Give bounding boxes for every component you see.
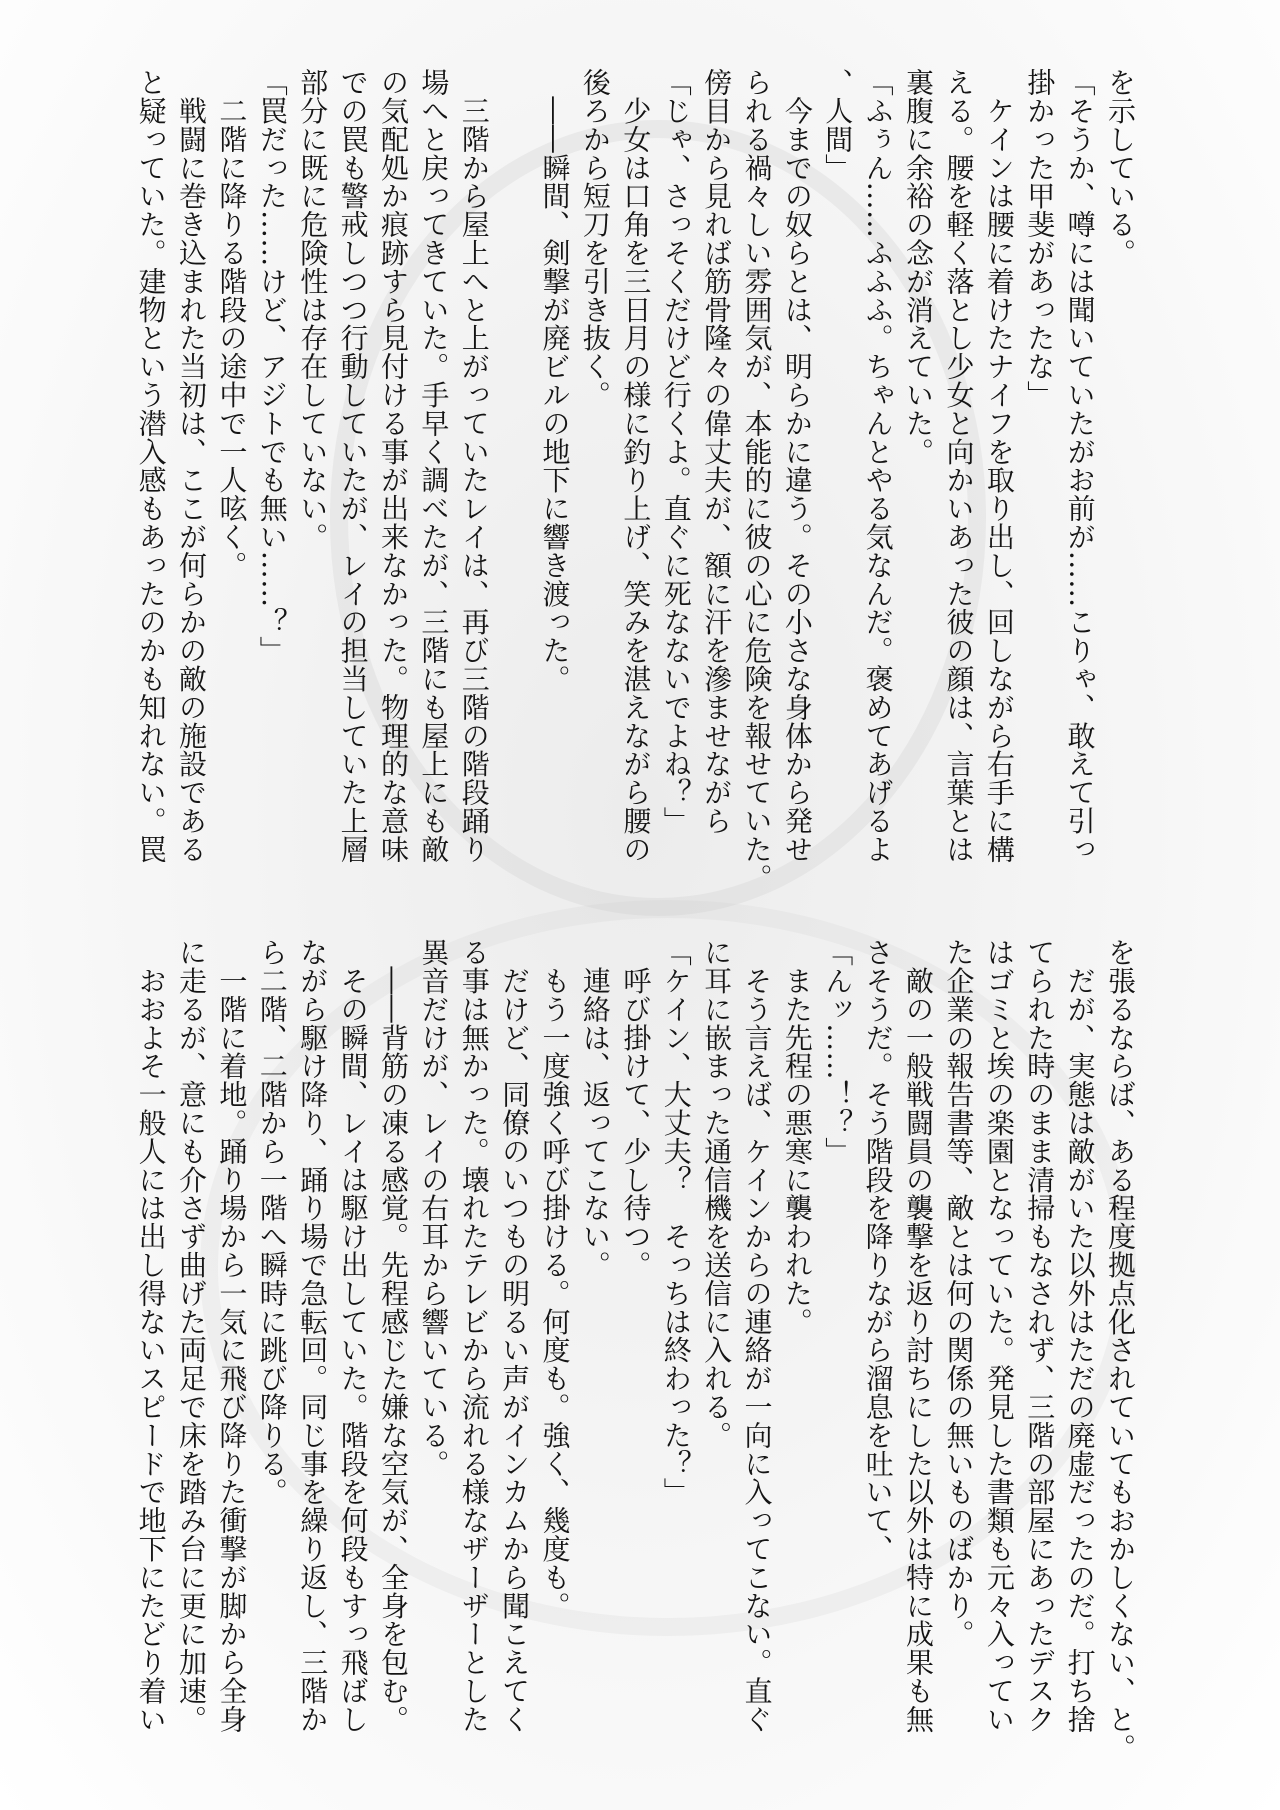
text-column: る事は無かった。壊れたテレビから流れる様なザーザーとした	[457, 938, 491, 1734]
text-column: 三階から屋上へと上がっていたレイは、再び三階の階段踊り	[457, 68, 491, 864]
text-column: 「じゃ、さっそくだけど行くよ。直ぐに死なないでよね？」	[659, 68, 693, 835]
text-column: 部分に既に危険性は存在していない。	[296, 68, 330, 551]
text-column: 掛かった甲斐があったな」	[1023, 68, 1057, 409]
text-column	[494, 68, 534, 928]
text-column: だけど、同僚のいつもの明るい声がインカムから聞こえてく	[498, 938, 532, 1734]
text-column: さそうだ。そう階段を降りながら溜息を吐いて、	[861, 938, 895, 1563]
text-column: 二階に降りる階段の途中で一人呟く。	[215, 68, 249, 580]
text-column: ――瞬間、剣撃が廃ビルの地下に響き渡った。	[538, 68, 572, 693]
text-column: 場へと戻ってきていた。手早く調べたが、三階にも屋上にも敵	[417, 68, 451, 864]
text-column: また先程の悪寒に襲われた。	[780, 938, 814, 1336]
text-column: 「罠だった……けど、アジトでも無い……？」	[255, 68, 289, 665]
text-column: 「ふぅん……ふふふ。ちゃんとやる気なんだ。褒めてあげるよ	[861, 68, 895, 864]
text-column: そう言えば、ケインからの連絡が一向に入ってこない。直ぐ	[740, 938, 774, 1734]
text-column: はゴミと埃の楽園となっていた。発見した書類も元々入ってい	[982, 938, 1016, 1734]
top-text-block	[129, 68, 1140, 928]
text-column: 異音だけが、レイの右耳から響いている。	[417, 938, 451, 1478]
bottom-text-block	[129, 938, 1140, 1804]
text-column: 「そうか、噂には聞いていたがお前が……こりゃ、敢えて引っ	[1063, 68, 1097, 864]
text-column: 敵の一般戦闘員の襲撃を返り討ちにした以外は特に成果も無	[902, 938, 936, 1734]
text-column: に走るが、意にも介さず曲げた両足で床を踏み台に更に加速。	[175, 938, 209, 1734]
text-column: 今までの奴らとは、明らかに違う。その小さな身体から発せ	[780, 68, 814, 864]
text-column: える。腰を軽く落とし少女と向かいあった彼の顔は、言葉とは	[942, 68, 976, 864]
text-column: を張るならば、ある程度拠点化されていてもおかしくない、と。	[1104, 938, 1137, 1762]
text-column: 連絡は、返ってこない。	[578, 938, 612, 1279]
text-column: 、人間」	[821, 68, 855, 182]
text-column: おおよそ一般人には出し得ないスピードで地下にたどり着い	[134, 938, 168, 1734]
text-column: 傍目から見れば筋骨隆々の偉丈夫が、額に汗を滲ませながら	[700, 68, 734, 835]
text-column: ――背筋の凍る感覚。先程感じた嫌な空気が、全身を包む。	[376, 938, 410, 1734]
text-column: ら二階、二階から一階へ瞬時に跳び降りる。	[255, 938, 289, 1506]
text-column: られる禍々しい雰囲気が、本能的に彼の心に危険を報せていた。	[740, 68, 774, 892]
text-column: での罠も警戒しつつ行動していたが、レイの担当していた上層	[336, 68, 370, 864]
text-column: の気配処か痕跡すら見付ける事が出来なかった。物理的な意味	[376, 68, 410, 864]
text-column: 「ケイン、大丈夫？ そっちは終わった？」	[659, 938, 693, 1506]
text-column: 後ろから短刀を引き抜く。	[578, 68, 612, 409]
text-column: を示している。	[1104, 68, 1137, 267]
text-column: その瞬間、レイは駆け出していた。階段を何段もすっ飛ばし	[336, 938, 370, 1734]
text-column: に耳に嵌まった通信機を送信に入れる。	[700, 938, 734, 1450]
text-column: と疑っていた。建物という潜入感もあったのかも知れない。罠	[134, 68, 168, 864]
text-column: 少女は口角を三日月の様に釣り上げ、笑みを湛えながら腰の	[619, 68, 653, 864]
text-column: もう一度強く呼び掛ける。何度も。強く、幾度も。	[538, 938, 572, 1620]
text-column: ケインは腰に着けたナイフを取り出し、回しながら右手に構	[982, 68, 1016, 864]
text-column: ながら駆け降り、踊り場で急転回。同じ事を繰り返し、三階か	[296, 938, 330, 1734]
text-column: 一階に着地。踊り場から一気に飛び降りた衝撃が脚から全身	[215, 938, 249, 1734]
text-column: だが、実態は敵がいた以外はただの廃虚だったのだ。打ち捨	[1063, 938, 1097, 1734]
text-column: 戦闘に巻き込まれた当初は、ここが何らかの敵の施設である	[175, 68, 209, 864]
text-column: てられた時のまま清掃もなされず、三階の部屋にあったデスク	[1023, 938, 1057, 1734]
text-column: 裏腹に余裕の念が消えていた。	[902, 68, 936, 466]
text-column: た企業の報告書等、敵とは何の関係の無いものばかり。	[942, 938, 976, 1648]
text-column: 「んッ……！？」	[821, 938, 855, 1166]
text-column: 呼び掛けて、少し待つ。	[619, 938, 653, 1279]
